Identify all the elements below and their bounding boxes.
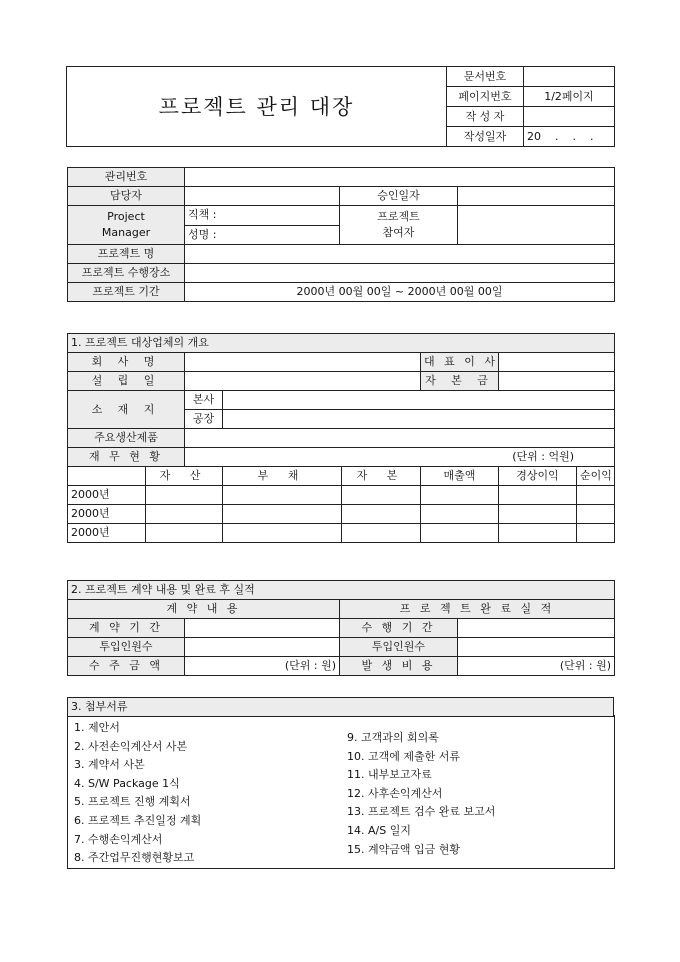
list-item: 11. 내부보고자료: [347, 768, 432, 782]
year-label: 2000년: [68, 486, 146, 505]
list-item: 10. 고객에 제출한 서류: [347, 749, 460, 763]
pm-label: [68, 206, 185, 245]
date-label: 작성일자: [447, 127, 524, 147]
col-ordinary-income: 경상이익: [499, 467, 577, 486]
page-title: 프로젝트 관리 대장: [67, 67, 447, 147]
cell[interactable]: [342, 524, 421, 543]
section1-header: 1. 프로젝트 대상업체의 개요: [68, 334, 615, 353]
author-label: 작 성 자: [447, 107, 524, 127]
cell[interactable]: [342, 486, 421, 505]
pm-label-line2: Manager: [101, 226, 151, 239]
cell[interactable]: [577, 486, 615, 505]
ceo-field[interactable]: [499, 353, 615, 372]
mgmt-no-field[interactable]: [185, 168, 615, 187]
col-net-income: 순이익: [577, 467, 615, 486]
cell[interactable]: [577, 524, 615, 543]
attachments-header-table: [67, 697, 614, 717]
staff-label: 투입인원수: [340, 638, 458, 657]
cell[interactable]: [421, 524, 499, 543]
section2-header: 2. 프로젝트 계약 내용 및 완료 후 실적: [68, 581, 615, 600]
cell[interactable]: [146, 524, 223, 543]
period-value[interactable]: 2000년 00월 00일 ~ 2000년 00월 00일: [185, 283, 615, 302]
staff-field[interactable]: [458, 638, 615, 657]
approval-date-field[interactable]: [458, 187, 615, 206]
doc-no-label: 문서번호: [447, 67, 524, 87]
page-no-value: 1/2페이지: [524, 87, 615, 107]
list-item: 1. 제안서: [74, 721, 120, 734]
location-label: 프로젝트 수행장소: [68, 264, 185, 283]
participants-label: [340, 206, 458, 245]
attachments-left-column: [74, 719, 201, 868]
order-amount-unit: (단위 : 원): [185, 657, 340, 676]
period-label: 프로젝트 기간: [68, 283, 185, 302]
location-field[interactable]: [185, 264, 615, 283]
overview-table: [67, 167, 615, 302]
cell[interactable]: [421, 486, 499, 505]
cell[interactable]: [223, 524, 342, 543]
contract-header: 계 약 내 용: [68, 600, 340, 619]
cell[interactable]: [223, 486, 342, 505]
doc-no-field[interactable]: [524, 67, 615, 87]
cell[interactable]: [223, 505, 342, 524]
cell[interactable]: [499, 524, 577, 543]
page-no-label: 페이지번호: [447, 87, 524, 107]
list-item: 15. 계약금액 입금 현황: [347, 842, 460, 856]
list-item: 13. 프로젝트 검수 완료 보고서: [347, 805, 496, 819]
cell[interactable]: [499, 505, 577, 524]
list-item: 5. 프로젝트 진행 계획서: [74, 795, 191, 809]
exec-period-field[interactable]: [458, 619, 615, 638]
order-amount-label: 수 주 금 액: [68, 657, 185, 676]
project-name-field[interactable]: [185, 245, 615, 264]
year-label: 2000년: [68, 505, 146, 524]
result-header: 프 로 젝 트 완 료 실 적: [340, 600, 615, 619]
contract-period-field[interactable]: [185, 619, 340, 638]
mgmt-no-label: 관리번호: [68, 168, 185, 187]
section3-header: 3. 첨부서류: [68, 698, 614, 717]
cost-unit: (단위 : 원): [458, 657, 615, 676]
products-label: 주요생산제품: [68, 429, 185, 448]
founded-label: 설 립 일: [68, 372, 185, 391]
list-item: 4. S/W Package 1식: [74, 776, 180, 790]
factory-address-field[interactable]: [223, 410, 615, 429]
finance-corner: [68, 467, 146, 486]
col-revenue: 매출액: [421, 467, 499, 486]
hq-address-field[interactable]: [223, 391, 615, 410]
manager-field[interactable]: [185, 187, 340, 206]
contract-table: [67, 580, 615, 676]
name-field[interactable]: 성명 :: [185, 225, 340, 245]
ceo-label: 대 표 이 사: [421, 353, 499, 372]
finance-label: 재 무 현 황: [68, 448, 185, 467]
col-assets: 자 산: [146, 467, 223, 486]
contract-period-label: 계 약 기 간: [68, 619, 185, 638]
participants-line1: 프로젝트: [377, 210, 420, 223]
capital-field[interactable]: [499, 372, 615, 391]
date-value[interactable]: 20 . . .: [524, 127, 615, 147]
finance-unit: (단위 : 억원): [185, 448, 615, 467]
author-field[interactable]: [524, 107, 615, 127]
staff-field[interactable]: [185, 638, 340, 657]
approval-date-label: 승인일자: [340, 187, 458, 206]
list-item: 6. 프로젝트 추진일정 계획: [74, 813, 202, 827]
attachments-list: [67, 715, 615, 869]
address-label: 소 재 지: [68, 391, 185, 429]
cell[interactable]: [146, 505, 223, 524]
document-header: [66, 66, 615, 147]
list-item: 8. 주간업무진행현황보고: [74, 851, 195, 865]
project-name-label: 프로젝트 명: [68, 245, 185, 264]
company-overview-table: [67, 333, 615, 543]
pm-label-line1: Project: [107, 210, 145, 223]
cell[interactable]: [146, 486, 223, 505]
position-field[interactable]: 직책 :: [185, 206, 340, 226]
list-item: 12. 사후손익계산서: [347, 786, 443, 800]
exec-period-label: 수 행 기 간: [340, 619, 458, 638]
products-field[interactable]: [185, 429, 615, 448]
attachments-right-column: [347, 729, 495, 859]
cell[interactable]: [577, 505, 615, 524]
cell[interactable]: [421, 505, 499, 524]
list-item: 2. 사전손익계산서 사본: [74, 739, 188, 753]
list-item: 14. A/S 일지: [347, 823, 411, 837]
list-item: 3. 계약서 사본: [74, 758, 145, 772]
year-label: 2000년: [68, 524, 146, 543]
factory-label: 공장: [185, 410, 223, 429]
col-equity: 자 본: [342, 467, 421, 486]
col-liabilities: 부 채: [223, 467, 342, 486]
cell[interactable]: [499, 486, 577, 505]
capital-label: 자 본 금: [421, 372, 499, 391]
company-label: 회 사 명: [68, 353, 185, 372]
list-item: 7. 수행손익계산서: [74, 832, 163, 846]
list-item: 9. 고객과의 회의록: [347, 731, 439, 744]
company-field[interactable]: [185, 353, 421, 372]
cell[interactable]: [342, 505, 421, 524]
hq-label: 본사: [185, 391, 223, 410]
staff-label: 투입인원수: [68, 638, 185, 657]
founded-field[interactable]: [185, 372, 421, 391]
participants-field[interactable]: [458, 206, 615, 245]
manager-label: 담당자: [68, 187, 185, 206]
participants-line2: 참여자: [382, 226, 415, 239]
cost-label: 발 생 비 용: [340, 657, 458, 676]
